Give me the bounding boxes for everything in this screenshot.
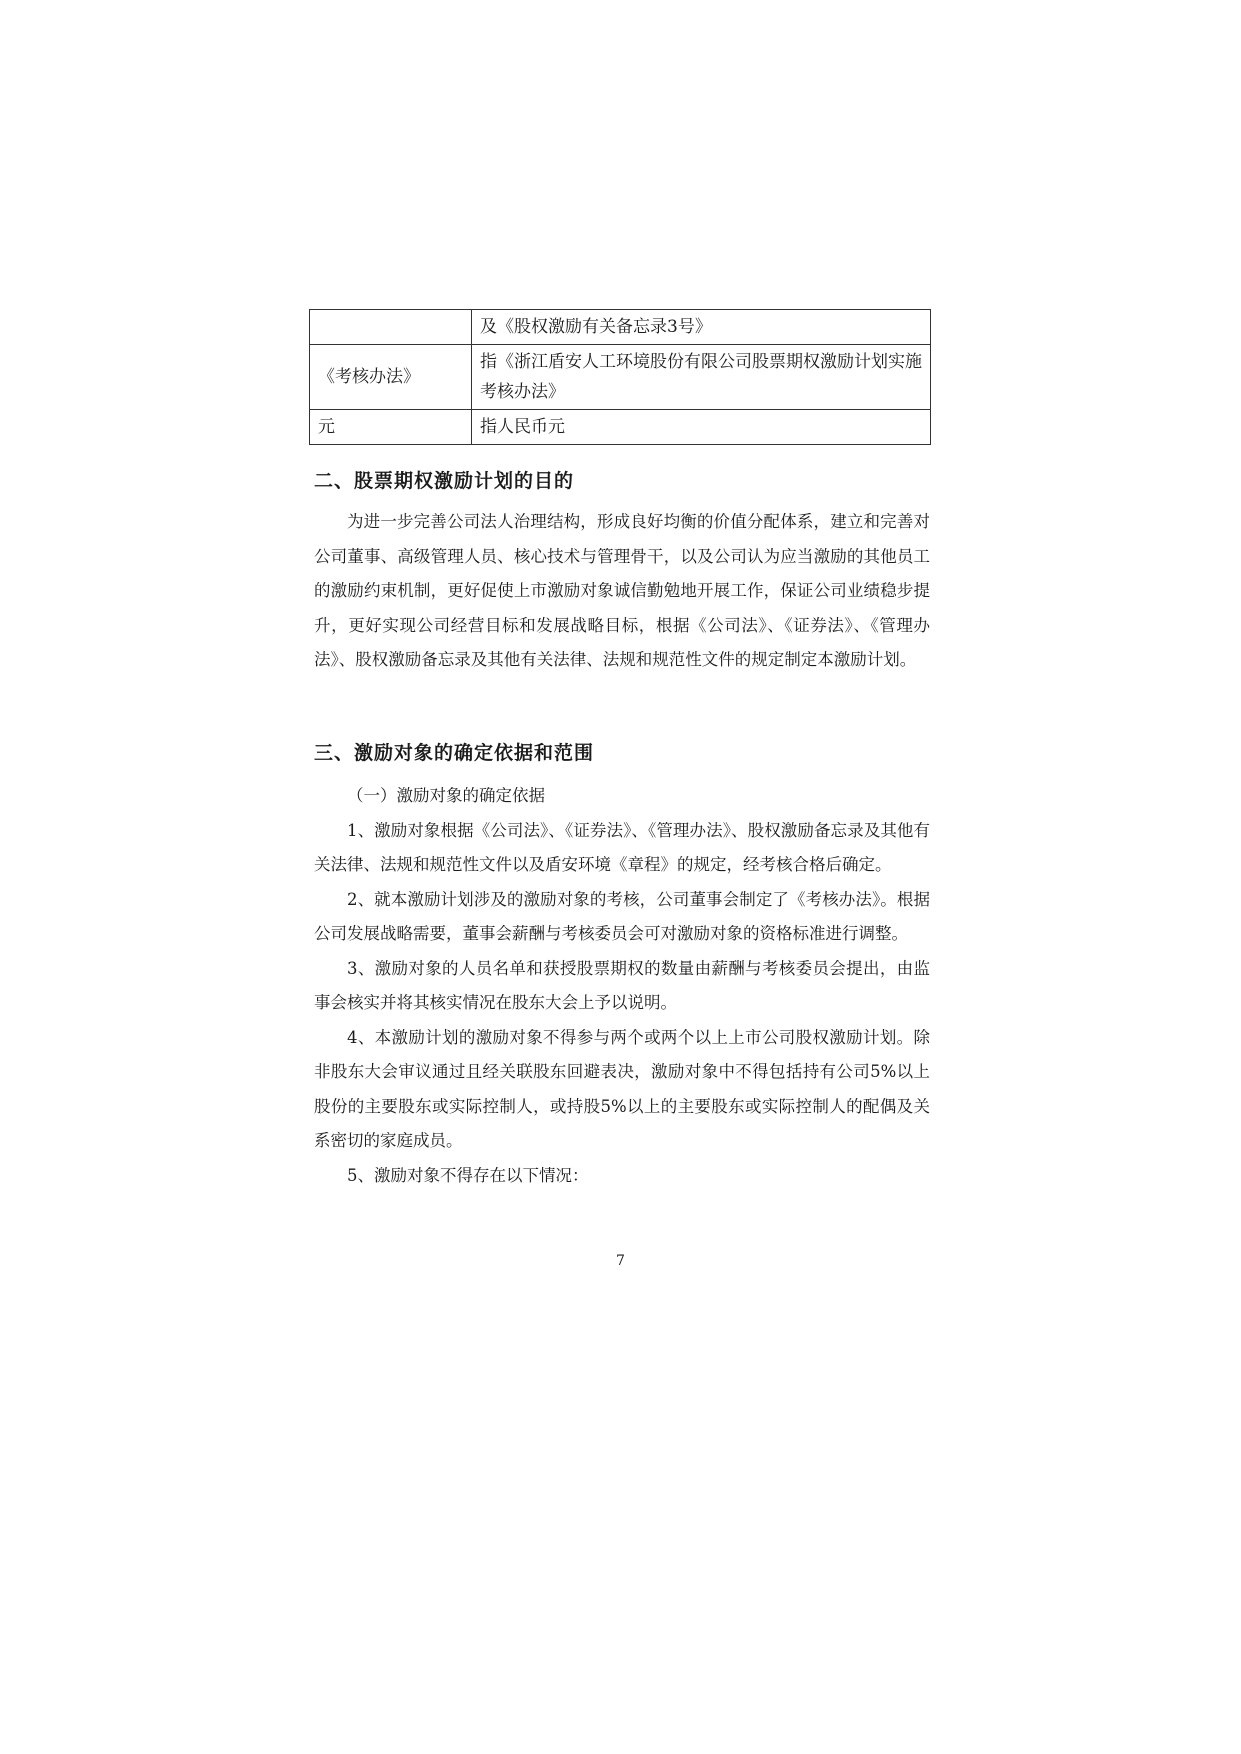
section-2-heading: 二、股票期权激励计划的目的 bbox=[314, 470, 575, 492]
section-3-heading: 三、激励对象的确定依据和范围 bbox=[314, 742, 595, 764]
section-3-subheading: （一）激励对象的确定依据 bbox=[347, 786, 545, 805]
section-3-body bbox=[314, 779, 930, 1193]
table-cell-definition: 指人民币元 bbox=[472, 410, 931, 445]
table-cell-definition: 指《浙江盾安人工环境股份有限公司股票期权激励计划实施考核办法》 bbox=[472, 345, 931, 410]
table-cell-definition: 及《股权激励有关备忘录3号》 bbox=[472, 310, 931, 345]
page-number: 7 bbox=[616, 1253, 625, 1269]
list-item: 4、本激励计划的激励对象不得参与两个或两个以上上市公司股权激励计划。除非股东大会审议通过且经关联股东回避表决，激励对象中不得包括持有公司5%以上股份的主要股东或实际控制人，或持股5%以上的主要股东或实际控制人的配偶及关系密切的家庭成员。 bbox=[314, 1027, 930, 1150]
table-cell-term: 元 bbox=[310, 410, 472, 445]
table-cell-term bbox=[310, 310, 472, 345]
table-cell-term: 《考核办法》 bbox=[310, 345, 472, 410]
list-item: 1、激励对象根据《公司法》、《证券法》、《管理办法》、股权激励备忘录及其他有关法律、法规和规范性文件以及盾安环境《章程》的规定，经考核合格后确定。 bbox=[314, 820, 930, 874]
list-item: 3、激励对象的人员名单和获授股票期权的数量由薪酬与考核委员会提出，由监事会核实并将其核实情况在股东大会上予以说明。 bbox=[314, 958, 930, 1012]
table-row bbox=[310, 345, 931, 410]
section-2-body bbox=[314, 505, 930, 678]
list-item: 5、激励对象不得存在以下情况： bbox=[347, 1165, 589, 1185]
table-row bbox=[310, 310, 931, 345]
section-2-paragraph: 为进一步完善公司法人治理结构，形成良好均衡的价值分配体系，建立和完善对公司董事、高级管理人员、核心技术与管理骨干，以及公司认为应当激励的其他员工的激励约束机制，更好促使上市激励对象诚信勤勉地开展工作，保证公司业绩稳步提升，更好实现公司经营目标和发展战略目标，根据《公司法》、《证券法》、《管理办法》、股权激励备忘录及其他有关法律、法规和规范性文件的规定制定本激励计划。 bbox=[314, 512, 930, 669]
table-row bbox=[310, 410, 931, 445]
definitions-table bbox=[309, 309, 931, 445]
list-item: 2、就本激励计划涉及的激励对象的考核，公司董事会制定了《考核办法》。根据公司发展战略需要，董事会薪酬与考核委员会可对激励对象的资格标准进行调整。 bbox=[314, 889, 930, 943]
